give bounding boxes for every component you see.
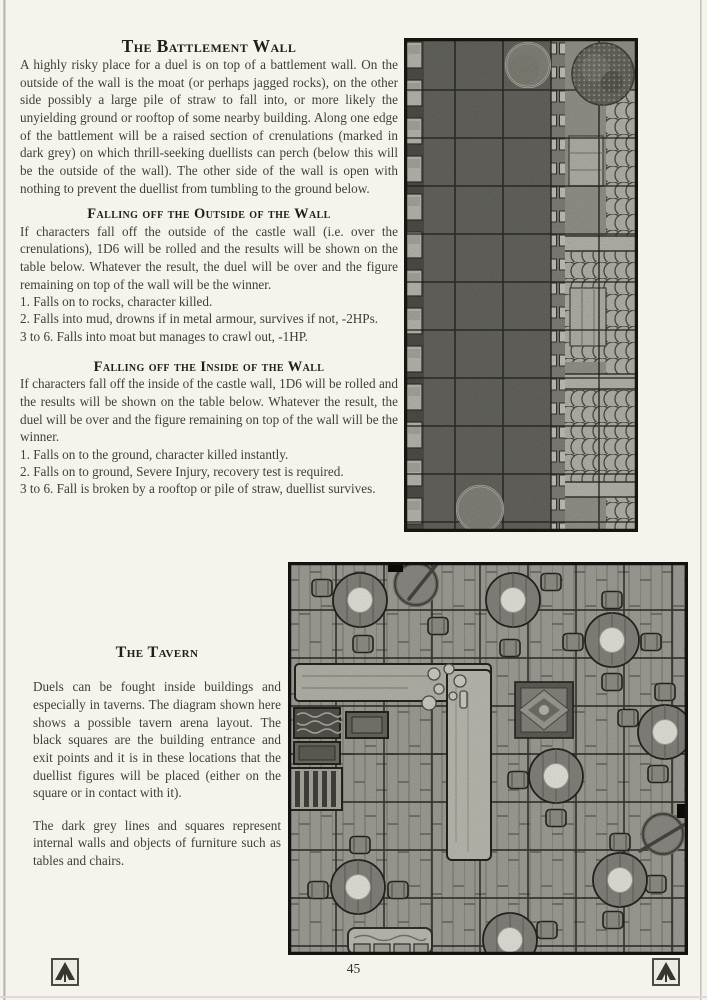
publisher-mark-icon — [652, 958, 680, 986]
tavern-map-illustration — [288, 562, 688, 955]
inside-result-2: 2. Falls on to ground, Severe Injury, recovery test is required. — [20, 464, 344, 480]
outside-result-2: 2. Falls into mud, drowns if in metal armour, survives if not, -2HPs. — [20, 311, 379, 327]
battlement-intro-paragraph: A highly risky place for a duel is on top of a battlement wall. On the outside of the wall is the moat (or perhaps jagged rocks), on the other side possibly a large pile of straw to fall into, or more likely the unyielding ground or rooftop of some nearby building. Along one edge of the battlement will be a raised section of crenulations (marked in dark grey) on which thrill-seeking duellists can perch (below this will be the outside of the wall). The other side of the wall is open with nothing to prevent the duellist from tumbling to the ground below. — [20, 57, 398, 196]
heading-falling-inside: Falling off the Inside of the Wall — [93, 358, 325, 375]
tavern-text-column — [33, 644, 281, 870]
page-edge-left — [3, 0, 6, 1000]
outside-result-3: 3 to 6. Falls into moat but manages to crawl out, -1HP. — [20, 328, 308, 344]
tavern-map — [288, 562, 688, 955]
battlement-map-illustration — [404, 38, 638, 532]
publisher-logo-left — [51, 958, 79, 986]
battlement-text-column — [20, 36, 398, 497]
section-title-battlement-wall: The Battlement Wall — [121, 36, 297, 56]
outside-result-1: 1. Falls on to rocks, character killed. — [20, 294, 213, 310]
page-number: 45 — [346, 961, 361, 976]
page-edge-bottom — [0, 996, 707, 998]
falling-outside-paragraph: If characters fall off the outside of the castle wall (i.e. over the crenulations), 1D6 will be rolled and the results will be shown on the table below. Whatever the result, the duel will be over and the figure remaining on top of the wall will be the winner. — [20, 223, 398, 292]
tavern-paragraph-2: The dark grey lines and squares represent internal walls and objects of furniture such as tables and chairs. — [33, 817, 281, 869]
tavern-paragraph-1: Duels can be fought inside buildings and especially in taverns. The diagram shown here shows a possible tavern arena layout. The black squares are the building entrance and exit points and it is in these locations that the duellist figures will be placed (either on the square or in contact with it). — [33, 679, 281, 801]
inside-result-1: 1. Falls on to the ground, character killed instantly. — [20, 446, 289, 462]
heading-falling-outside: Falling off the Outside of the Wall — [87, 206, 331, 223]
section-title-tavern: The Tavern — [115, 644, 199, 661]
inside-result-3: 3 to 6. Fall is broken by a rooftop or pile of straw, duellist survives. — [20, 481, 376, 497]
publisher-logo-right — [652, 958, 680, 986]
publisher-mark-icon — [51, 958, 79, 986]
battlement-wall-map — [404, 38, 638, 532]
falling-inside-paragraph: If characters fall off the inside of the castle wall, 1D6 will be rolled and the results will be shown on the table below. Whatever the result, the duel will be over and the figure remaining on top of the wall will be the winner. — [20, 376, 398, 445]
page-edge-right — [700, 0, 702, 1000]
